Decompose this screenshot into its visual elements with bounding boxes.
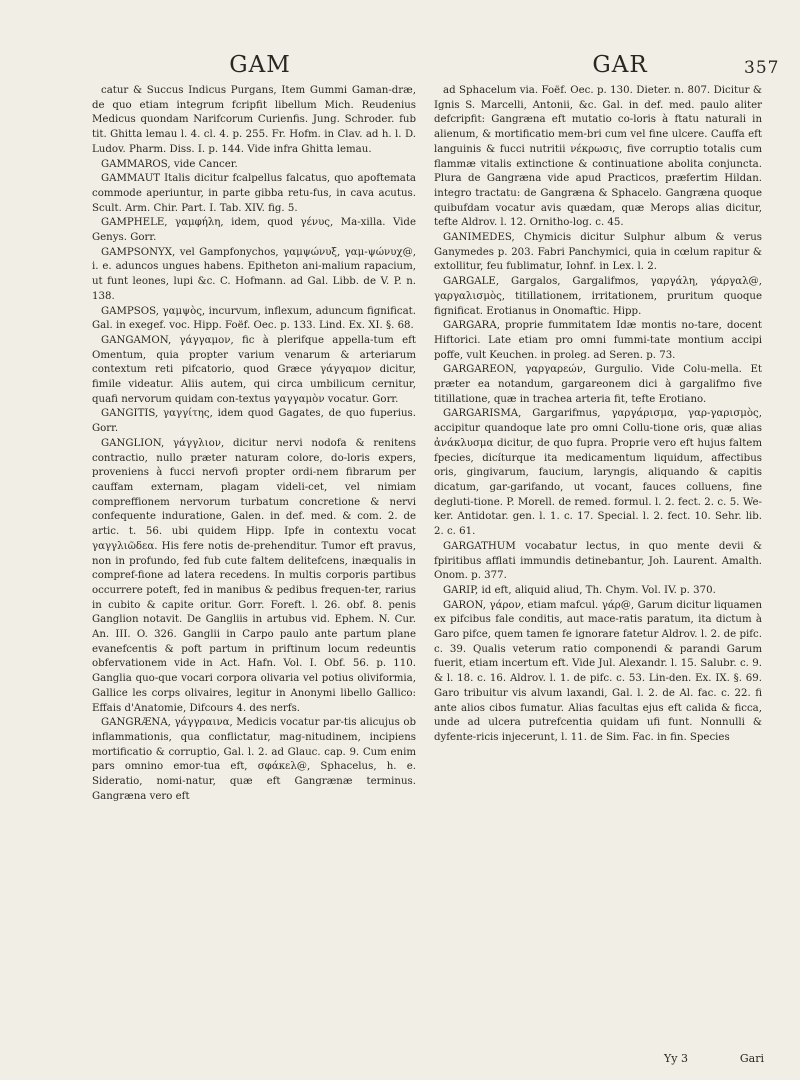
- running-head-right: GAR: [592, 52, 648, 78]
- entry-gargale: GARGALE, Gargalos, Gargalifmos, γαργάλη, γάργαλ@, γαργαλισμὸς, titillationem, irritationem, pruritum quoque fignificat. Erotianus in Onomaftic. Hipp.: [434, 276, 762, 317]
- entry-gangitis: GANGITIS, γαγγίτης, idem quod Gagates, de quo fuperius. Gorr.: [92, 408, 416, 435]
- entry-paragraph: ad Sphacelum via. Foëf. Oec. p. 130. Dieter. n. 807. Dicitur & Ignis S. Marcelli, Antonii, &c. Gal. in def. med. paulo aliter defcripfit: Gangræna eft mutatio co-loris à ftatu naturali in alienum, & mortificatio mem-bri cum vel fine ulcere. Cauffa eft languinis & fucci nutritii νέκρωσις, five corruptio totalis cum flammæ vitalis extinctione & continuatione abolita conjuncta. Plura de Gangræna vide apud Practicos, præfertim Hildan. integro tractatu: de Gangræna & Sphacelo. Gangræna quoque quibufdam vocatur avis quædam, quæ Merops alias dicitur, tefte Aldrov. l. 12. Ornitho-log. c. 45.: [434, 85, 762, 229]
- entry-gampsos: GAMPSOS, γαμψὸς, incurvum, inflexum, aduncum fignificat. Gal. in exegef. voc. Hipp. Foëf. Oec. p. 133. Lind. Ex. XI. §. 68.: [92, 305, 416, 332]
- entry-gamphele: GAMPHELE, γαμφήλη, idem, quod γένυς, Ma-xilla. Vide Genys. Gorr.: [92, 217, 416, 244]
- entry-garon: GARON, γάρον, etiam mafcul. γάρ@, Garum dicitur liquamen ex pifcibus fale conditis, aut mace-ratis paratum, ita dictum à Garo pifce, quem tamen fe ignorare fatetur Aldrov. l. 2. de pifc. c. 39. Qualis veterum ratio componendi & parandi Garum fuerit, etiam incertum eft. Vide Jul. Alexandr. l. 15. Salubr. c. 9. & l. 18. c. 16. Aldrov. l. 1. de pifc. c. 53. Lin-den. Ex. IX. §. 69. Garo tribuitur vis alvum laxandi, Gal. l. 2. de Al. fac. c. 22. fi ante alios cibos fumatur. Alias facultas ejus eft calida & ficca, unde ad ulcera putrefcentia quidam ufi funt. Nonnulli & dyfente-ricis injecerunt, l. 11. de Sim. Fac. in fin. Species: [434, 599, 762, 743]
- entry-gampsonyx: GAMPSONYX, vel Gampfonychos, γαμψώνυξ, γαμ-ψώνυχ@, i. e. aduncos ungues habens. Epitheton ani-malium rapacium, ut funt leones, lupi &c. C. Hofmann. ad Gal. Libb. de V. P. n. 138.: [92, 246, 416, 302]
- signature-mark: Yy 3: [664, 1052, 688, 1065]
- running-head-left: GAM: [229, 52, 291, 78]
- entry-gammaros: GAMMAROS, vide Cancer.: [101, 158, 238, 170]
- entry-gargathum: GARGATHUM vocabatur lectus, in quo mente devii & fpiritibus afflati immundis detinebantur, Joh. Laurent. Amalth. Onom. p. 377.: [434, 540, 762, 582]
- entry-ganglion: GANGLION, γάγγλιον, dicitur nervi nodofa & renitens contractio, nullo præter naturam colore, do-loris expers, proveniens à fucci nervofi propter ordi-nem fibrarum per cauffam externam, plagam videli-cet, vel nimiam compreffionem nervorum turbatum concretione & nervi confequente induratione, Galen. in def. med. & com. 2. de artic. t. 56. ubi quidem Hipp. Ipfe in contextu vocat γαγγλιῶδεα. His fere notis de-prehenditur. Tumor eft pravus, non in profundo, fed fub cute faltem delitefcens, inæqualis in compref-fione ad latera recedens. In multis corporis partibus occurrere poteft, fed in manibus & pedibus frequen-ter, rarius in cubito & capite oritur. Gorr. Foreft. l. 26. obf. 8. penis Ganglion notavit. De Gangliis in artubus vid. Ephem. N. Cur. An. III. O. 326. Ganglii in Carpo paulo ante partum plane evanefcentis & poft partum in priftinum locum redeuntis obfervationem vide in Act. Hafn. Vol. I. Obf. 56. p. 110. Ganglia quo-que vocari corpora olivaria vel potius oliviformia, Gallice les corps olivaires, legitur in Anonymi libello Gallico: Effais d'Anatomie, Difcours 4. des nerfs.: [92, 437, 416, 714]
- entry-gargareon: GARGAREON, γαργαρεών, Gurgulio. Vide Colu-mella. Et præter ea notandum, gargareonem dici à gargalifmo five titillatione, quæ in trachea arteria fit, tefte Erotiano.: [434, 364, 762, 405]
- entry-ganimedes: GANIMEDES, Chymicis dicitur Sulphur album & verus Ganymedes p. 203. Fabri Panchymici, quia in cœlum rapitur & extollitur, feu fublimatur, Iohnf. in Lex. l. 2.: [434, 232, 762, 273]
- page-footer: [664, 1052, 764, 1065]
- entry-gangraena: GANGRÆNA, γάγγραινα, Medicis vocatur par-tis alicujus ob inflammationis, qua conflictatur, mag-nitudinem, incipiens mortificatio & corruptio, Gal. l. 2. ad Glauc. cap. 9. Cum enim pars omnino emor-tua eft, σφάκελ@, Sphacelus, h. e. Sideratio, nomi-natur, quæ eft Gangrænæ terminus. Gangræna vero eft: [92, 717, 416, 802]
- entry-paragraph: catur & Succus Indicus Purgans, Item Gummi Gaman-dræ, de quo etiam integrum fcripfit libellum Mich. Reudenius Medicus quondam Narifcorum Curienfis. Jung. Schroder. fub tit. Ghitta lemau l. 4. cl. 4. p. 255. Fr. Hofm. in Clav. ad h. l. D. Ludov. Pharm. Diss. I. p. 144. Vide infra Ghitta lemau.: [92, 85, 416, 155]
- catchword: Gari: [739, 1052, 764, 1065]
- entry-gammaut: GAMMAUT Italis dicitur fcalpellus falcatus, quo apoftemata commode aperiuntur, in parte gibba retu-fus, in cava acutus. Scult. Arm. Chir. Part. I. Tab. XIV. fig. 5.: [92, 173, 416, 214]
- entry-gargara: GARGARA, proprie fummitatem Idæ montis no-tare, docent Hiftorici. Late etiam pro omni fummi-tate montium accipi poffe, vult Keuchen. in proleg. ad Seren. p. 73.: [434, 320, 762, 361]
- right-column: [434, 84, 762, 1064]
- left-column: [92, 84, 416, 1064]
- entry-gargarisma: GARGARISMA, Gargarifmus, γαργάρισμα, γαρ-γαρισμὸς, accipitur quandoque late pro omni Collu-tione oris, quæ alias ἀνάκλυσμα dicitur, de quo fupra. Proprie vero eft hujus faltem fpecies, dicíturque ita medicamentum liquidum, affectibus oris, gingivarum, faucium, laryngis, aliquando & capitis dicatum, gar-garifando, ut vocant, fauces colluens, fine degluti-tione. P. Morell. de remed. formul. l. 2. fect. 2. c. 5. We-ker. Antidotar. gen. l. 1. c. 17. Special. l. 2. fect. 10. Sehr. lib. 2. c. 61.: [434, 408, 762, 538]
- entry-garip: GARIP, id eft, aliquid aliud, Th. Chym. Vol. IV. p. 370.: [443, 584, 716, 596]
- entry-gangamon: GANGAMON, γάγγαμον, fic à plerifque appella-tum eft Omentum, quia propter varium venarum & arteriarum contextum reti pifcatorio, quod Græce γάγγαμον dicitur, fimile videatur. Aliis autem, qui circa umbilicum cernitur, quafi nervorum quidam con-textus γαγγαμὸν vocatur. Gorr.: [92, 334, 416, 405]
- page-number: 357: [744, 58, 780, 78]
